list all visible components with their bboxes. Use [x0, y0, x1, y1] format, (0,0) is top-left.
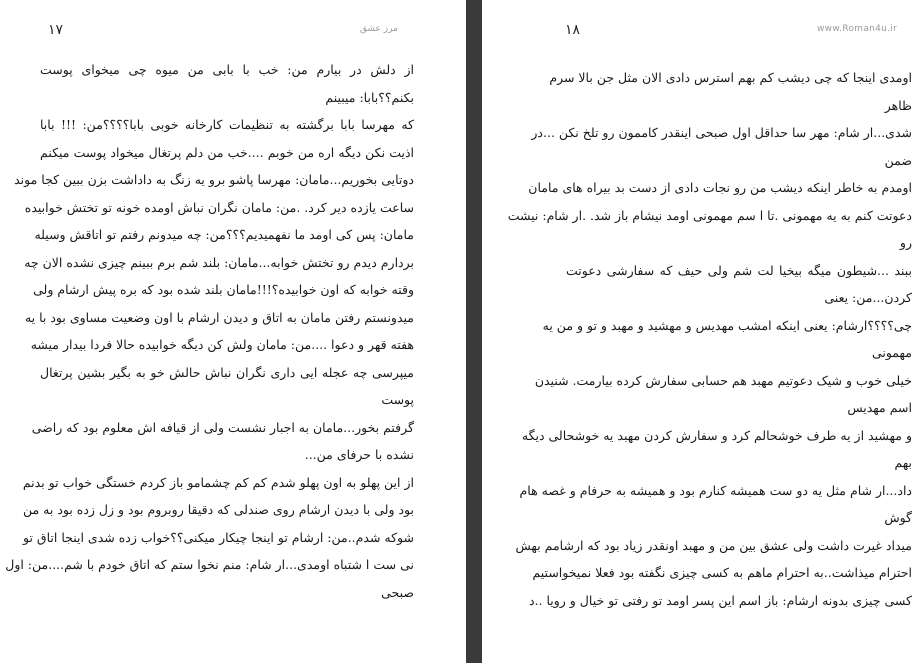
text-line: مهمونی [871, 345, 912, 360]
text-line: شوکه شدم..من: ارشام تو اینجا چیکار میکنی؟؟خواب زده شدی اینجا اتاق تو [23, 529, 414, 545]
text-line: اومدی اینجا که چی دیشب کم بهم استرس دادی الان مثل جن بالا سرم [549, 70, 912, 85]
text-line: هفته قهر و دعوا ....من: مامان ولش کن دیگه خوابیده حالا فردا بیدار میشه [30, 337, 414, 352]
text-line: کردن...من: یعنی [824, 290, 912, 305]
text-line: دوتایی بخوریم...مامان: مهرسا پاشو برو یه زنگ به داداشت بزن ببین کجا موند [14, 172, 414, 187]
text-line: از این پهلو به اون پهلو شدم کم کم چشمامو باز کردم خستگی خواب تو بدنم [22, 474, 414, 490]
page-number: ۱۷ [48, 22, 64, 38]
text-line: از دلش در بیارم من: خب با بابی من میوه چی میخوای پوست [40, 62, 414, 77]
text-line: صبحی [381, 584, 414, 600]
text-line: خیلی خوب و شیک دعوتیم مهبد هم حسابی سفارش کرده بیارمت. شنیدن [534, 372, 912, 388]
text-line: اذیت نکن دیگه اره من خوبم ....خب من دلم پرتغال میخواد پوست میکنم [40, 144, 414, 160]
text-line: داد...ار شام مثل یه دو ست همیشه کنارم بود و همیشه به حرفام و غصه هام [519, 482, 912, 498]
text-line: گرفتم بخور...مامان به اجبار نشست ولی از قیافه اش معلوم بود که راضی [31, 419, 414, 435]
text-line: ببند ...شیطون میگه بیخیا لت شم ولی حیف که سفارشی دعوتت [566, 262, 912, 278]
text-line: مامان: پس کی اومد ما نفهمیدیم؟؟؟من: چه میدونم رفتم تو اتاقش وسیله [34, 227, 414, 242]
text-line: که مهرسا بابا برگشته به تنظیمات کارخانه خوبی بابا؟؟؟؟من: !!! بابا [40, 117, 414, 132]
page-body-text [5, 56, 414, 606]
text-line: میدونستم رفتن مامان به اتاق و دیدن ارشام با اون وضعیت مساوی بود با یه [24, 309, 414, 325]
text-line: نی ست ا شتباه اومدی...ار شام: منم نخوا ستم که اتاق خودم با شم....من: اول [5, 557, 414, 572]
text-line: بود ولی با دیدن ارشام روی صندلی که دقیقا روبروم بود و زل زده بود به من [22, 502, 414, 517]
book-spine-divider [466, 0, 482, 663]
text-line: احترام میذاشت..به احترام ماهم به کسی چیزی نگفته بود فعلا نمیخواستیم [532, 565, 912, 580]
page-number: ۱۸ [565, 22, 581, 38]
text-line: بکنم؟؟بابا: میبینم [325, 89, 414, 105]
text-line: رو [899, 235, 912, 250]
text-line: و مهشید از یه طرف خوشحالم کرد و سفارش کردن مهبد یه خوشحالی دیگه [521, 427, 912, 443]
running-header-title: مرز عشق [360, 24, 398, 34]
text-line: ساعت یازده دیر کرد. .من: مامان نگران نباش اومده خونه تو تختش خوابیده [24, 199, 414, 215]
text-line: میداد غیرت داشت ولی عشق بین من و مهبد اونقدر زیاد بود که ارشامم بهش [515, 537, 912, 553]
text-line: دعوتت کنم به یه مهمونی .تا ا سم مهمونی اومد نیشام باز شد. .ار شام: نیشت [507, 207, 912, 223]
text-line: اسم مهدیس [847, 400, 912, 415]
text-line: نشده با حرفای من... [304, 447, 414, 462]
text-line: ظاهر [884, 97, 912, 113]
text-line: چی؟؟؟؟ارشام: یعنی اینکه امشب مهدیس و مهشید و مهبد و تو و من یه [542, 317, 912, 333]
right-page [482, 0, 921, 663]
page-body-text [507, 64, 912, 614]
text-line: کسی چیزی بدونه ارشام: باز اسم این پسر اومد تو رفتی تو خیال و رویا ..د [528, 592, 912, 608]
text-line: میپرسی چه عجله ایی داری نگران نباش حالش خو به بگیر بشین پرتغال [40, 364, 414, 380]
running-header-website: www.Roman4u.ir [817, 24, 898, 34]
text-line: شدی...ار شام: مهر سا حداقل اول صبحی اینقدر کاممون رو تلخ نکن ...در [531, 125, 912, 140]
text-line: ضمن [884, 152, 912, 168]
text-line: پوست [381, 392, 414, 407]
text-line: وقته خوابه که اون خوابیده؟!!!مامان بلند شده بود که بره پیش ارشام ولی [33, 282, 414, 297]
text-line: بهم [894, 455, 912, 470]
text-line: بردارم دیدم رو تختش خوابه...مامان: بلند شم برم ببینم چیزی نشده الان چه [24, 254, 414, 270]
text-line: گوش [884, 510, 912, 525]
text-line: اومدم به خاطر اینکه دیشب من رو نجات دادی از دست بد بیراه های مامان [528, 180, 912, 195]
